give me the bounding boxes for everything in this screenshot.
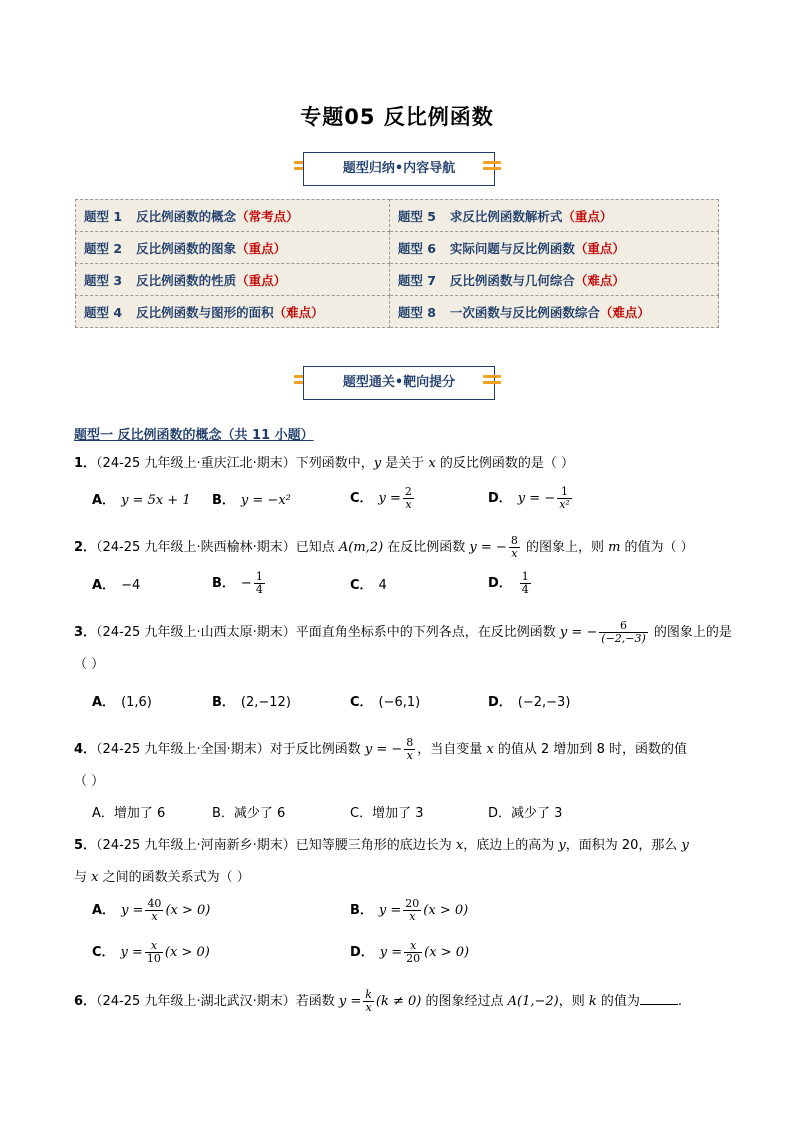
question-4-paren: （ ） (74, 774, 105, 789)
option-c[interactable]: C． (−6,1) (350, 695, 421, 710)
option-c[interactable]: C．增加了 3 (350, 806, 424, 821)
nav-cell[interactable]: 题型 2 反比例函数的图象（重点） (76, 232, 390, 264)
nav-row (76, 264, 719, 296)
nav-cell[interactable]: 题型 5 求反比例函数解析式（重点） (389, 200, 718, 232)
nav-cell[interactable]: 题型 1 反比例函数的概念（常考点） (76, 200, 390, 232)
question-5-line2: 与 x 之间的函数关系式为（ ） (74, 870, 250, 885)
topic-nav-table (75, 199, 719, 328)
option-b[interactable]: B． − $\frac{1}{4}$ (212, 570, 263, 596)
option-d[interactable]: D． y = − $\frac{1}{\text{x²}}$ (488, 485, 570, 511)
nav-cell[interactable]: 题型 3 反比例函数的性质（重点） (76, 264, 390, 296)
option-d[interactable]: D． y = $\frac{x}{20}$ (x > 0) (350, 939, 470, 965)
option-b[interactable]: B． (2,−12) (212, 695, 291, 710)
section-banner-practice (0, 366, 794, 400)
option-c[interactable]: C． y = $\frac{2}{x}$ (350, 485, 412, 511)
banner-label: 题型通关•靶向提分 (303, 366, 495, 400)
question-4: 4．（24-25 九年级上·全国·期末）对于反比例函数 y = − $\frac{8}{x}$ ，当自变量 x 的值从 2 增加到 8 时，函数的值 (74, 736, 687, 762)
option-d[interactable]: D． (−2,−3) (488, 695, 571, 710)
nav-cell[interactable]: 题型 7 反比例函数与几何综合（难点） (389, 264, 718, 296)
question-5: 5．（24-25 九年级上·河南新乡·期末）已知等腰三角形的底边长为 x，底边上的高为 y，面积为 20，那么 y (74, 838, 689, 853)
option-d[interactable]: D．减少了 3 (488, 806, 563, 821)
option-b[interactable]: B． y = −x² (212, 493, 291, 508)
section-heading: 题型一 反比例函数的概念（共 11 小题） (74, 428, 314, 443)
question-3: 3．（24-25 九年级上·山西太原·期末）平面直角坐标系中的下列各点，在反比例函数 y = − $\frac{6}{(-2,-3)}$ 的图象上的是 (74, 619, 732, 645)
question-3-paren: （ ） (74, 657, 105, 672)
option-b[interactable]: B．减少了 6 (212, 806, 286, 821)
nav-row (76, 296, 719, 328)
section-banner-nav (0, 152, 794, 186)
option-c[interactable]: C． y = $\frac{x}{10}$ (x > 0) (92, 939, 210, 965)
nav-row (76, 232, 719, 264)
banner-deco-icon (483, 161, 501, 175)
option-a[interactable]: A． −4 (92, 578, 141, 593)
nav-cell[interactable]: 题型 6 实际问题与反比例函数（重点） (389, 232, 718, 264)
option-c[interactable]: C． 4 (350, 578, 387, 593)
option-d[interactable]: D． $\frac{1}{4}$ (488, 570, 529, 596)
page-title: 专题05 反比例函数 (300, 105, 494, 129)
option-a[interactable]: A． y = $\frac{40}{x}$ (x > 0) (92, 897, 211, 923)
nav-cell[interactable]: 题型 4 反比例函数与图形的面积（难点） (76, 296, 390, 328)
option-a[interactable]: A． y = 5x + 1 (92, 493, 191, 508)
option-a[interactable]: A．增加了 6 (92, 806, 166, 821)
option-b[interactable]: B． y = $\frac{20}{x}$ (x > 0) (350, 897, 469, 923)
question-1: 1．（24-25 九年级上·重庆江北·期末）下列函数中，y 是关于 x 的反比例函数的是（ ） (74, 456, 574, 471)
banner-deco-icon (483, 375, 501, 389)
banner-label: 题型归纳•内容导航 (303, 152, 495, 186)
nav-row (76, 200, 719, 232)
question-6: 6．（24-25 九年级上·湖北武汉·期末）若函数 y = $\frac{k}{x}$ (k ≠ 0) 的图象经过点 A(1,−2)，则 k 的值为 . (74, 988, 683, 1014)
question-2: 2．（24-25 九年级上·陕西榆林·期末）已知点 A(m,2) 在反比例函数 y = − $\frac{8}{x}$ 的图象上，则 m 的值为（ ） (74, 534, 694, 560)
answer-blank[interactable] (640, 1004, 678, 1005)
option-a[interactable]: A． (1,6) (92, 695, 152, 710)
nav-cell[interactable]: 题型 8 一次函数与反比例函数综合（难点） (389, 296, 718, 328)
